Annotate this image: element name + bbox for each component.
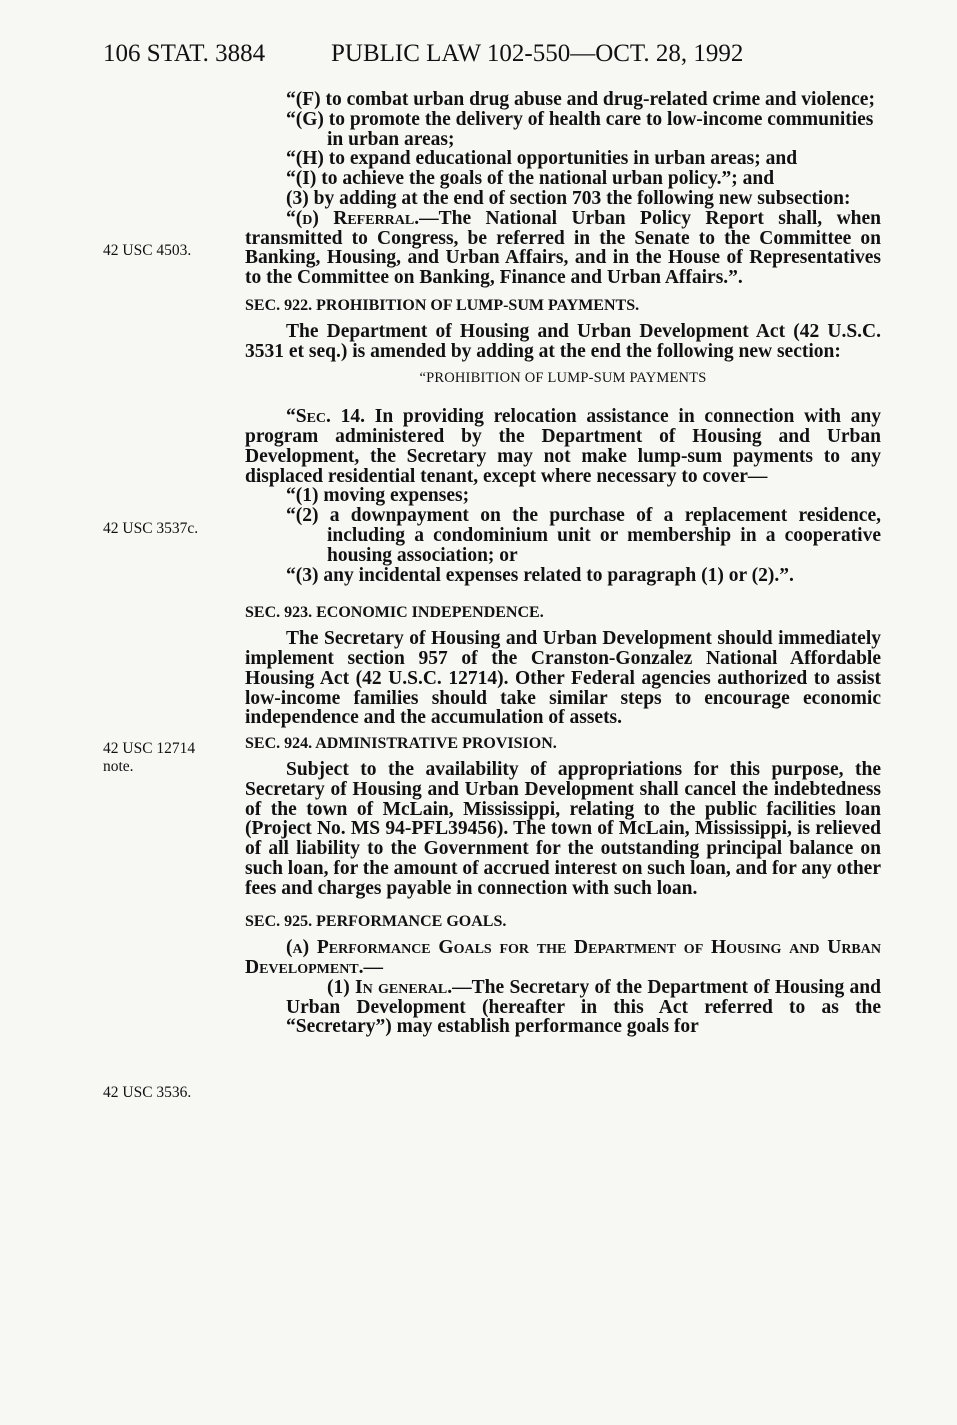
section-14-label: “Sec. 14. <box>286 406 366 428</box>
subsection-d <box>245 209 881 288</box>
clause-f: “(F) to combat urban drug abuse and drug-related crime and violence; <box>286 89 875 110</box>
page-header <box>103 40 883 74</box>
section-922-text: The Department of Housing and Urban Development Act (42 U.S.C. 3531 et seq.) is amended by adding at the end the following new section: <box>245 320 881 362</box>
clause-h: “(H) to expand educational opportunities in urban areas; and <box>286 148 798 170</box>
paragraph-3: (3) by adding at the end of section 703 the following new subsection: <box>286 187 851 209</box>
margin-note-3536: 42 USC 3536. <box>103 1084 192 1101</box>
section-925-heading: SEC. 925. PERFORMANCE GOALS. <box>245 913 507 931</box>
clause-i: “(I) to achieve the goals of the national urban policy.”; and <box>286 168 775 190</box>
section-924-heading: SEC. 924. ADMINISTRATIVE PROVISION. <box>245 735 557 753</box>
page-body <box>245 90 881 1037</box>
section-923-text: The Secretary of Housing and Urban Development should immediately implement section 957 of the Cranston-Gonzalez National Affordable Housing Act (42 U.S.C. 12714). Other Federal agencies authorized to assist low-income families should take similar steps to encourage economic independence and the accumulation of assets. <box>245 628 881 729</box>
item-1: “(1) moving expenses; <box>286 485 470 507</box>
section-922-heading: SEC. 922. PROHIBITION OF LUMP-SUM PAYMENTS. <box>245 296 640 314</box>
subsection-d-label: “(d) Referral. <box>286 207 420 229</box>
section-925-a: (a) Performance Goals for the Department of Housing and Urban Development.— <box>245 937 881 979</box>
section-14 <box>245 407 881 486</box>
section-922-subheading: “PROHIBITION OF LUMP-SUM PAYMENTS <box>419 370 707 387</box>
margin-note-3537c: 42 USC 3537c. <box>103 520 199 537</box>
section-923-heading: SEC. 923. ECONOMIC INDEPENDENCE. <box>245 604 544 622</box>
margin-note-4503: 42 USC 4503. <box>103 242 192 259</box>
section-14-text: In providing relocation assistance in connection with any program administered by the Department of Housing and Urban Development, the Secretary may not make lump-sum payments to any displaced residential tenant, except where necessary to cover— <box>245 406 881 487</box>
statute-page-number: 106 STAT. 3884 <box>103 40 266 67</box>
section-924-text: Subject to the availability of appropriations for this purpose, the Secretary of Housing and Urban Development shall cancel the indebtedness of the town of McLain, Mississippi, relating to the public facilities loan (Project No. MS 94-PFL39456). The town of McLain, Mississippi, is relieved of all liability to the Government for the outstanding principal balance on such loan, for the amount of accrued interest on such loan, and for any other fees and charges payable in connection with such loan. <box>245 758 881 899</box>
section-925-1-text: —The Secretary of the Department of Housing and Urban Development (hereafter in this Act referred to as the “Secretary”) may establish performance goals for <box>286 976 881 1038</box>
section-925-1 <box>245 978 881 1037</box>
section-925-1-label: (1) In general. <box>327 976 453 998</box>
margin-note-12714: 42 USC 12714 note. <box>103 740 196 775</box>
public-law-title: PUBLIC LAW 102-550—OCT. 28, 1992 <box>331 40 744 67</box>
clause-g: “(G) to promote the delivery of health care to low-income communities in urban areas; <box>286 108 874 150</box>
item-2: “(2) a downpayment on the purchase of a replacement residence, including a condominium unit or membership in a cooperative housing association; or <box>286 505 881 566</box>
subsection-d-text: —The National Urban Policy Report shall, when transmitted to Congress, be referred in the Senate to the Committee on Banking, Housing, and Urban Affairs, and in the House of Representatives to the Committee on Banking, Finance and Urban Affairs.”. <box>245 207 881 289</box>
item-3: “(3) any incidental expenses related to paragraph (1) or (2).”. <box>286 564 794 586</box>
